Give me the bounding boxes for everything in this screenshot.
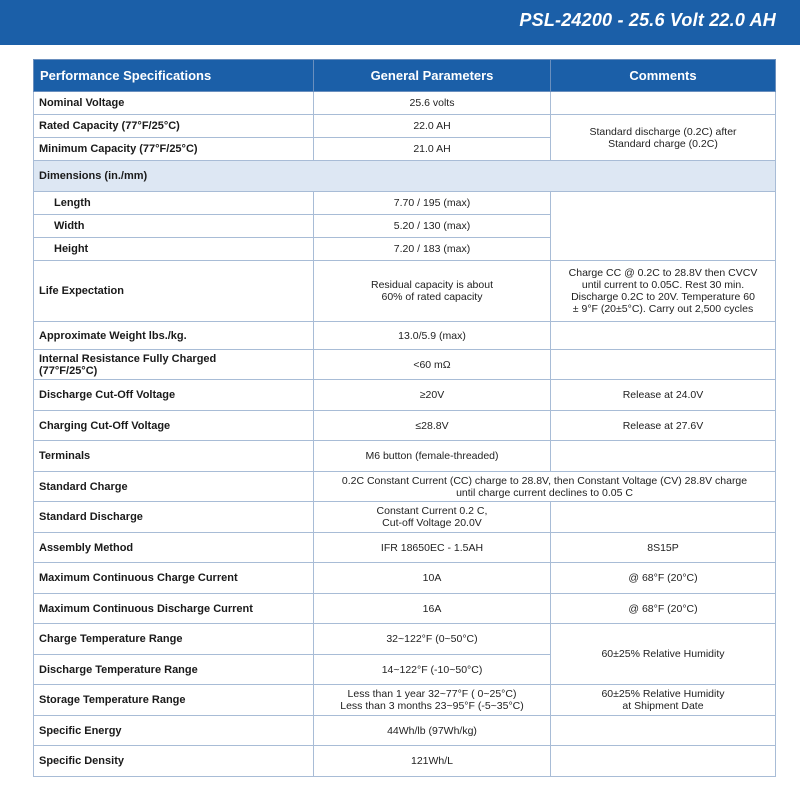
row-comment: 8S15P xyxy=(551,533,776,563)
row-comment: @ 68°F (20°C) xyxy=(551,563,776,594)
table-row xyxy=(34,115,776,138)
row-comment xyxy=(551,192,776,261)
row-value: 16A xyxy=(314,594,551,624)
row-label: Assembly Method xyxy=(34,533,314,563)
specifications-table xyxy=(33,59,776,777)
row-label: Length xyxy=(34,192,314,215)
value-line: until charge current declines to 0.05 C xyxy=(456,486,633,499)
label-line: (77°F/25°C) xyxy=(39,364,98,377)
table-row xyxy=(34,261,776,322)
row-comment xyxy=(551,115,776,161)
value-line: 60% of rated capacity xyxy=(381,291,483,303)
row-value: 121Wh/L xyxy=(314,746,551,777)
page-title: PSL-24200 - 25.6 Volt 22.0 AH xyxy=(519,10,776,30)
row-value: ≤28.8V xyxy=(314,411,551,441)
column-header-parameters: General Parameters xyxy=(314,60,551,92)
row-value: 7.70 / 195 (max) xyxy=(314,192,551,215)
row-comment xyxy=(551,685,776,716)
value-line: Cut-off Voltage 20.0V xyxy=(382,517,482,529)
row-label: Rated Capacity (77°F/25°C) xyxy=(34,115,314,138)
comment-line: Standard charge (0.2C) xyxy=(608,137,718,150)
value-line: Less than 1 year 32~77°F ( 0~25°C) xyxy=(347,688,517,700)
row-label: Discharge Cut-Off Voltage xyxy=(34,380,314,411)
row-comment: Release at 24.0V xyxy=(551,380,776,411)
row-value: 13.0/5.9 (max) xyxy=(314,322,551,350)
table-row xyxy=(34,472,776,502)
row-label: Height xyxy=(34,238,314,261)
table-section-row xyxy=(34,161,776,192)
column-header-comments: Comments xyxy=(551,60,776,92)
row-value: M6 button (female-threaded) xyxy=(314,441,551,472)
row-value: 10A xyxy=(314,563,551,594)
section-label: Dimensions (in./mm) xyxy=(34,161,776,192)
row-comment xyxy=(551,350,776,380)
row-value: 21.0 AH xyxy=(314,138,551,161)
table-row xyxy=(34,502,776,533)
row-label: Charging Cut-Off Voltage xyxy=(34,411,314,441)
comment-line: at Shipment Date xyxy=(622,700,704,712)
row-value xyxy=(314,502,551,533)
comment-line: until current to 0.05C. Rest 30 min. xyxy=(581,279,745,291)
table-row xyxy=(34,92,776,115)
row-label: Life Expectation xyxy=(34,261,314,322)
row-comment: Release at 27.6V xyxy=(551,411,776,441)
row-comment xyxy=(551,746,776,777)
row-value: IFR 18650EC - 1.5AH xyxy=(314,533,551,563)
row-value: 44Wh/lb (97Wh/kg) xyxy=(314,716,551,746)
table-row xyxy=(34,533,776,563)
row-label: Standard Discharge xyxy=(34,502,314,533)
row-value: 22.0 AH xyxy=(314,115,551,138)
comment-line: 60±25% Relative Humidity xyxy=(601,688,725,700)
table-row xyxy=(34,685,776,716)
row-label: Storage Temperature Range xyxy=(34,685,314,716)
row-value: ≥20V xyxy=(314,380,551,411)
row-label: Width xyxy=(34,215,314,238)
row-label: Specific Density xyxy=(34,746,314,777)
row-comment xyxy=(551,92,776,115)
row-value: 32~122°F (0~50°C) xyxy=(314,624,551,655)
table-row xyxy=(34,563,776,594)
row-value: 7.20 / 183 (max) xyxy=(314,238,551,261)
table-row xyxy=(34,441,776,472)
row-value: 5.20 / 130 (max) xyxy=(314,215,551,238)
comment-line: Charge CC @ 0.2C to 28.8V then CVCV xyxy=(568,267,758,279)
row-value: <60 mΩ xyxy=(314,350,551,380)
row-comment xyxy=(551,261,776,322)
row-comment xyxy=(551,502,776,533)
value-line: 0.2C Constant Current (CC) charge to 28.8V, then Constant Voltage (CV) 28.8V charge xyxy=(341,474,748,487)
row-comment xyxy=(551,716,776,746)
table-row xyxy=(34,411,776,441)
value-line: Constant Current 0.2 C, xyxy=(376,505,488,517)
row-label: Minimum Capacity (77°F/25°C) xyxy=(34,138,314,161)
table-header-row xyxy=(34,60,776,92)
row-label: Maximum Continuous Charge Current xyxy=(34,563,314,594)
value-line: Residual capacity is about xyxy=(371,279,493,291)
row-label: Approximate Weight lbs./kg. xyxy=(34,322,314,350)
row-comment xyxy=(551,322,776,350)
value-line: Less than 3 months 23~95°F (-5~35°C) xyxy=(340,700,524,712)
row-label xyxy=(34,350,314,380)
table-row xyxy=(34,716,776,746)
row-comment xyxy=(551,441,776,472)
comment-line: ± 9°F (20±5°C). Carry out 2,500 cycles xyxy=(572,303,754,315)
row-label: Terminals xyxy=(34,441,314,472)
column-header-performance: Performance Specifications xyxy=(34,60,314,92)
row-label: Nominal Voltage xyxy=(34,92,314,115)
table-row xyxy=(34,322,776,350)
row-label: Specific Energy xyxy=(34,716,314,746)
row-value xyxy=(314,472,776,502)
row-label: Maximum Continuous Discharge Current xyxy=(34,594,314,624)
table-row xyxy=(34,380,776,411)
label-line: Internal Resistance Fully Charged xyxy=(39,352,217,365)
row-value: 25.6 volts xyxy=(314,92,551,115)
row-value xyxy=(314,685,551,716)
row-value xyxy=(314,261,551,322)
row-label: Standard Charge xyxy=(34,472,314,502)
row-comment: @ 68°F (20°C) xyxy=(551,594,776,624)
header-bar xyxy=(0,0,800,45)
table-row xyxy=(34,350,776,380)
comment-line: Standard discharge (0.2C) after xyxy=(589,125,737,138)
row-label: Charge Temperature Range xyxy=(34,624,314,655)
table-row xyxy=(34,624,776,655)
comment-line: Discharge 0.2C to 20V. Temperature 60 xyxy=(571,291,755,303)
row-label: Discharge Temperature Range xyxy=(34,655,314,685)
table-row xyxy=(34,746,776,777)
row-value: 14~122°F (-10~50°C) xyxy=(314,655,551,685)
table-row xyxy=(34,192,776,215)
table-row xyxy=(34,594,776,624)
row-comment: 60±25% Relative Humidity xyxy=(551,624,776,685)
